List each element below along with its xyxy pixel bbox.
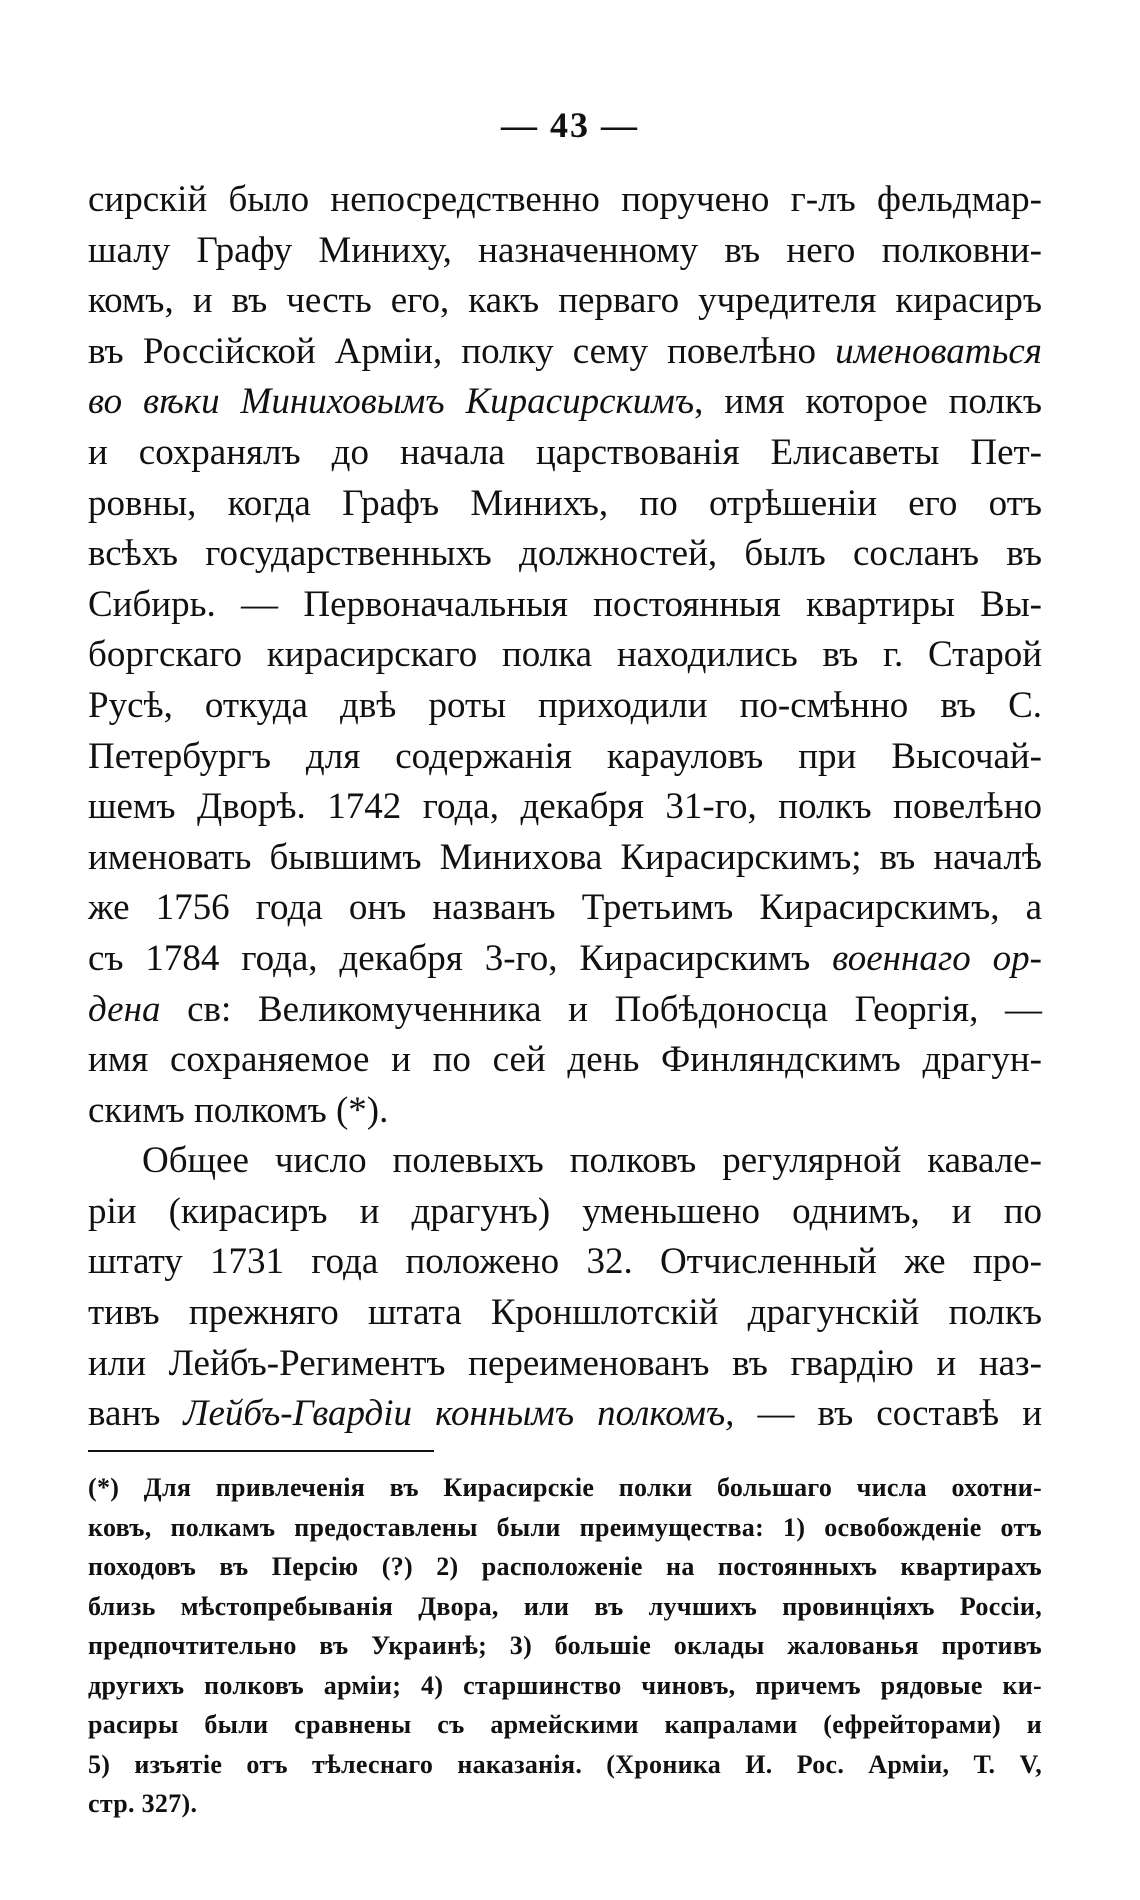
italic-text: Лейбъ-Гвардіи коннымъ полкомъ, (183, 1393, 735, 1435)
text-segment: шалу Графу Миниху, назначенному въ него полковни- (88, 229, 1042, 271)
text-line (88, 529, 1042, 580)
text-line (88, 833, 1042, 884)
text-line (88, 1237, 1042, 1288)
text-segment: ванъ (88, 1393, 184, 1435)
text-segment: шемъ Дворѣ. 1742 года, декабря 31-го, полкъ повелѣно (88, 786, 1042, 828)
text-line (88, 934, 1042, 985)
text-segment: или Лейбъ-Региментъ переименованъ въ гвардію и наз- (88, 1342, 1042, 1384)
italic-text: именоваться (835, 330, 1042, 372)
text-segment: тивъ прежняго штата Кроншлотскій драгунскій полкъ (88, 1292, 1042, 1334)
text-line (88, 428, 1042, 479)
text-segment: же 1756 года онъ названъ Третьимъ Кирасирскимъ, а (88, 887, 1042, 929)
text-segment: всѣхъ государственныхъ должностей, былъ сосланъ въ (88, 533, 1042, 575)
text-segment: ровны, когда Графъ Минихъ, по отрѣшеніи его отъ (88, 482, 1042, 524)
text-line (88, 883, 1042, 934)
text-segment: съ 1784 года, декабря 3-го, Кирасирскимъ (88, 937, 833, 979)
footnote-line: 5) изъятіе отъ тѣлеснаго наказанія. (Хроника И. Рос. Арміи, Т. V, (88, 1749, 1042, 1779)
text-segment: имя сохраняемое и по сей день Финляндскимъ драгун- (88, 1039, 1042, 1081)
footnote-separator (88, 1450, 434, 1452)
footnote-line: другихъ полковъ арміи; 4) старшинство чиновъ, причемъ рядовые ки- (88, 1670, 1042, 1700)
text-segment: Русѣ, откуда двѣ роты приходили по-смѣнно въ С. (88, 684, 1042, 726)
text-line (88, 276, 1042, 327)
text-line (88, 226, 1042, 277)
text-line (88, 1288, 1042, 1339)
text-segment: въ Россійской Арміи, полку сему повелѣно (88, 330, 836, 372)
text-line (88, 1086, 1042, 1137)
text-line (88, 630, 1042, 681)
text-line (88, 580, 1042, 631)
footnote-line: предпочтительно въ Украинѣ; 3) большіе оклады жалованья противъ (88, 1631, 1042, 1660)
text-line (88, 1389, 1042, 1440)
text-segment: комъ, и въ честь его, какъ перваго учредителя кирасиръ (88, 280, 1042, 322)
footnote-line: расиры были сравнены съ армейскими капралами (ефрейторами) и (88, 1710, 1042, 1739)
text-segment: , имя которое полкъ (694, 381, 1042, 423)
italic-text: дена (88, 988, 161, 1030)
text-line (88, 1136, 1042, 1187)
text-segment: св: Великомученника и Побѣдоносца Георгія, — (160, 988, 1042, 1030)
text-line (88, 479, 1042, 530)
text-line (88, 1339, 1042, 1390)
page-number: — 43 — (501, 105, 639, 145)
text-line (88, 985, 1042, 1036)
text-segment: скимъ полкомъ (*). (88, 1089, 389, 1131)
text-segment: Петербургъ для содержанія карауловъ при Высочай- (88, 735, 1042, 777)
footnote-line: стр. 327). (88, 1789, 198, 1818)
text-line (88, 1035, 1042, 1086)
text-line (88, 175, 1042, 226)
text-segment: именовать бывшимъ Миниxова Кирасирскимъ; въ началѣ (88, 836, 1042, 878)
footnote (88, 1468, 1042, 1824)
text-segment: сирскій было непосредственно поручено г-лъ фельдмар- (88, 179, 1042, 220)
text-segment: Сибирь. — Первоначальныя постоянныя квартиры Вы- (88, 583, 1042, 625)
text-segment: и сохранялъ до начала царствованія Елисаветы Пет- (88, 431, 1042, 473)
footnote-line: близь мѣстопребыванія Двора, или въ лучшихъ провинціяхъ Россіи, (88, 1591, 1042, 1621)
text-line (88, 681, 1042, 732)
footnote-line: ковъ, полкамъ предоставлены были преимущества: 1) освобожденіе отъ (88, 1512, 1042, 1542)
footnote-line: (*) Для привлеченія въ Кирасирскіе полки большаго числа охотни- (88, 1473, 1042, 1502)
text-segment: — въ составѣ и (734, 1393, 1042, 1435)
text-line (88, 782, 1042, 833)
body-text (88, 175, 1042, 1440)
footnote-line: походовъ въ Персію (?) 2) расположеніе на постоянныхъ квартирахъ (88, 1552, 1042, 1581)
italic-text: военнаго ор- (832, 937, 1042, 979)
italic-text: во вѣки Миниховымъ Кирасирскимъ (88, 381, 695, 423)
text-segment: ріи (кирасиръ и драгунъ) уменьшено однимъ, и по (88, 1190, 1042, 1232)
text-line (88, 1187, 1042, 1238)
text-line (88, 732, 1042, 783)
text-segment: боргскаго кирасирскаго полка находились въ г. Старой (88, 634, 1042, 676)
text-segment: Общее число полевыхъ полковъ регулярной кавале- (142, 1140, 1042, 1182)
text-segment: штату 1731 года положено 32. Отчисленный же про- (88, 1241, 1042, 1283)
text-line (88, 327, 1042, 378)
text-line (88, 377, 1042, 428)
